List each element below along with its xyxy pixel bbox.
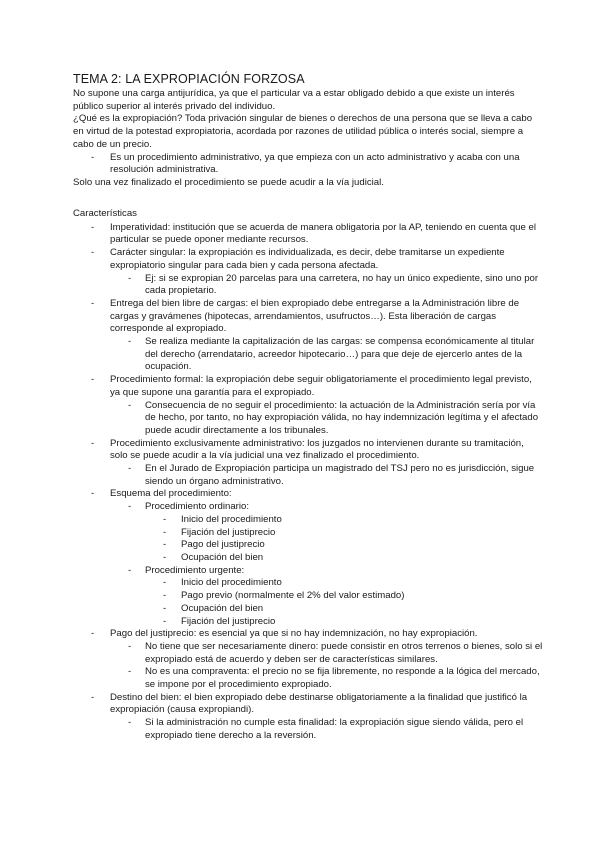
list-item-esquema — [73, 488, 543, 628]
sub-item: - No es una compraventa: el precio no se fija libremente, no responde a la lógica del mercado, se impone por el procedimiento expropiado. — [110, 666, 543, 691]
sub-list — [110, 273, 543, 298]
characteristics-section — [73, 208, 543, 743]
list-item-destino — [73, 692, 543, 743]
intro-block — [73, 88, 543, 190]
sub-item: - No tiene que ser necesariamente dinero: puede consistir en otros terrenos o bienes, solo si el expropiado está de acuerdo y deben ser de características similares. — [110, 641, 543, 666]
sub-list — [110, 501, 543, 628]
sub-item: - Consecuencia de no seguir el procedimiento: la actuación de la Administración sería por vía de hecho, por tanto, no hay expropiación válida, no hay indemnización legítima y el afectado puede acudir directamente a los tribunales. — [110, 400, 543, 438]
step-item: - Inicio del procedimiento — [145, 577, 543, 590]
sub-item-text: Procedimiento urgente: — [145, 564, 245, 576]
section-heading: Características — [73, 208, 137, 219]
sub-item: - Si la administración no cumple esta finalidad: la expropiación sigue siendo válida, pero el expropiado tiene derecho a la reversión. — [110, 717, 543, 742]
intro-paragraph-1: No supone una carga antijurídica, ya que el particular va a estar obligado debido a que existe un interés público superior al interés privado del individuo. — [73, 88, 515, 112]
list-item-imperatividad — [73, 222, 543, 247]
list-item-exclusivo — [73, 438, 543, 489]
list-item-text: Procedimiento exclusivamente administrativo: los juzgados no intervienen durante su tramitación, solo se puede acudir a la vía judicial una vez finalizado el procedimiento. — [110, 437, 524, 462]
steps-list-ordinario — [145, 514, 543, 565]
list-item-text: Entrega del bien libre de cargas: el bien expropiado debe entregarse a la Administración libre de cargas y gravámenes (hipotecas, arrendamientos, usufructos…). Esta liberación de cargas corresponde al expropiado. — [110, 297, 520, 335]
step-item: - Fijación del justiprecio — [145, 527, 543, 540]
intro-bullet: - Es un procedimiento administrativo, ya que empieza con un acto administrativo y acaba con una resolución administrativa. — [73, 152, 543, 177]
intro-list — [73, 152, 543, 177]
step-item: - Fijación del justiprecio — [145, 616, 543, 629]
sub-list — [110, 336, 543, 374]
step-item: - Inicio del procedimiento — [145, 514, 543, 527]
list-item-text: Esquema del procedimiento: — [110, 488, 232, 500]
steps-list-urgente — [145, 577, 543, 628]
intro-paragraph-2: ¿Qué es la expropiación? Toda privación singular de bienes o derechos de una persona que se lleva a cabo en virtud de la potestad expropiatoria, acordada por razones de utilidad pública o interés social, siempre a cabo de un precio. — [73, 113, 533, 150]
page-title: TEMA 2: LA EXPROPIACIÓN FORZOSA — [73, 72, 305, 86]
list-item-text: Imperatividad: institución que se acuerda de manera obligatoria por la AP, teniendo en cuenta que el particular se puede oponer mediante recursos. — [110, 221, 536, 246]
step-item: - Pago previo (normalmente el 2% del valor estimado) — [145, 590, 543, 603]
list-item-formal — [73, 374, 543, 438]
step-item: - Ocupación del bien — [145, 552, 543, 565]
sub-item: - Se realiza mediante la capitalización de las cargas: se compensa económicamente al titular del derecho (arrendatario, acreedor hipotecario…) para que deje de ejercerlo antes de la ocupación. — [110, 336, 543, 374]
step-item: - Pago del justiprecio — [145, 539, 543, 552]
list-item-text: Destino del bien: el bien expropiado debe destinarse obligatoriamente a la finalidad que justificó la expropiación (causa expropiandi). — [110, 691, 528, 716]
sub-list — [110, 717, 543, 742]
sub-list — [110, 463, 543, 488]
sub-item-ordinario — [110, 501, 543, 565]
list-item-pago — [73, 628, 543, 692]
sub-list — [110, 641, 543, 692]
sub-item-urgente — [110, 565, 543, 629]
characteristics-list — [73, 222, 543, 743]
list-item-text: Carácter singular: la expropiación es individualizada, es decir, debe tramitarse un expediente expropiatorio singular para cada bien y cada persona afectada. — [110, 247, 505, 271]
step-item: - Ocupación del bien — [145, 603, 543, 616]
intro-paragraph-3: Solo una vez finalizado el procedimiento se puede acudir a la vía judicial. — [73, 176, 384, 188]
sub-item-text: Procedimiento ordinario: — [145, 501, 249, 513]
sub-item: - En el Jurado de Expropiación participa un magistrado del TSJ pero no es jurisdicción, sigue siendo un órgano administrativo. — [110, 463, 543, 488]
sub-list — [110, 400, 543, 438]
list-item-text: Pago del justiprecio: es esencial ya que si no hay indemnización, no hay expropiación. — [110, 628, 478, 640]
list-item-libre-cargas — [73, 298, 543, 374]
list-item-singular — [73, 247, 543, 298]
list-item-text: Procedimiento formal: la expropiación debe seguir obligatoriamente el procedimiento legal previsto, ya que supone una garantía para el expropiado. — [110, 374, 532, 398]
sub-item: - Ej: si se expropian 20 parcelas para una carretera, no hay un único expediente, sino uno por cada propietario. — [110, 273, 543, 298]
